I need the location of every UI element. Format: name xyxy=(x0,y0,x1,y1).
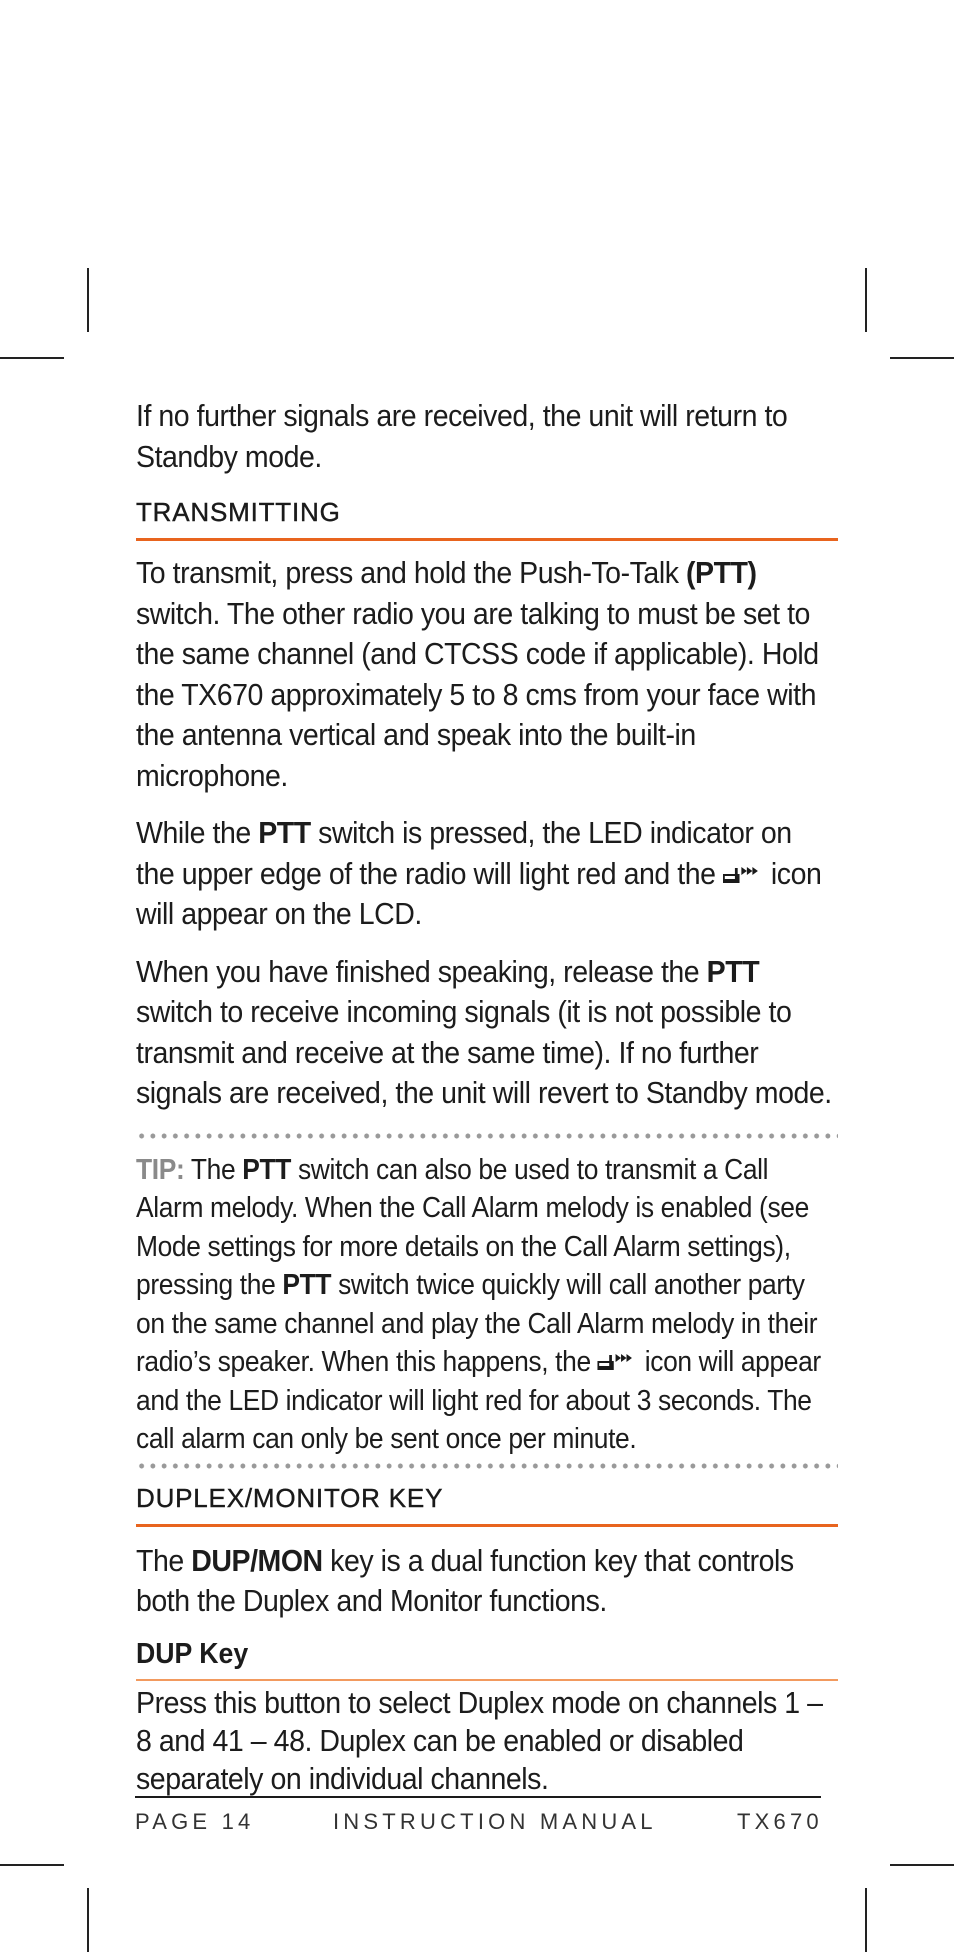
crop-mark xyxy=(87,268,89,332)
intro-paragraph: If no further signals are received, the unit will return to Standby mode. xyxy=(136,398,788,474)
page-footer xyxy=(135,1796,821,1838)
crop-mark xyxy=(890,1864,954,1866)
ptt-label: (PTT) xyxy=(685,555,757,590)
tip-box: TIP: The PTT switch can also be used to transmit a Call Alarm melody. When the Call Alarm melody is enabled (see Mode settings for more details on the Call Alarm settings), pressing the PTT switch twice quickly will call another party on the same channel and play the Call Alarm melody in their radio’s speaker. When this happens, the icon will appear and the LED indicator will light red for about 3 seconds. The call alarm can only be sent once per minute. xyxy=(136,1153,821,1455)
transmit-icon xyxy=(723,864,763,886)
crop-mark xyxy=(0,357,64,359)
footer-model: TX670 xyxy=(737,1809,823,1834)
duplex-heading: DUPLEX/MONITOR KEY xyxy=(136,1482,444,1513)
tip-label: TIP: xyxy=(136,1153,185,1186)
crop-mark xyxy=(890,357,954,359)
dup-mon-label: DUP/MON xyxy=(191,1542,323,1578)
release-paragraph: When you have finished speaking, release the PTT switch to receive incoming signals (it is not possible to transmit and receive at the same time). If no further signals are received, the unit will revert to Standby mode. xyxy=(136,953,832,1110)
transmit-icon xyxy=(598,1351,638,1373)
transmitting-heading: TRANSMITTING xyxy=(136,497,341,527)
footer-manual-title: INSTRUCTION MANUAL xyxy=(333,1809,657,1834)
crop-mark xyxy=(865,268,867,332)
dup-key-paragraph: Press this button to select Duplex mode on channels 1 – 8 and 41 – 48. Duplex can be enabled or disabled separately on individual channels. xyxy=(136,1684,823,1796)
dup-mon-paragraph: The DUP/MON key is a dual function key that controls both the Duplex and Monitor functions. xyxy=(136,1542,794,1618)
page-content xyxy=(136,396,838,1798)
dup-key-heading: DUP Key xyxy=(136,1637,249,1670)
crop-mark xyxy=(0,1864,64,1866)
crop-mark xyxy=(87,1888,89,1952)
footer-page-number: PAGE 14 xyxy=(135,1809,255,1834)
ptt-pressed-paragraph: While the PTT switch is pressed, the LED indicator on the upper edge of the radio will light red and the icon will appear on the LCD. xyxy=(136,815,822,931)
crop-mark xyxy=(865,1888,867,1952)
transmit-paragraph: To transmit, press and hold the Push-To-Talk (PTT) switch. The other radio you are talking to must be set to the same channel (and CTCSS code if applicable). Hold the TX670 approximately 5 to 8 cms from your face with the antenna vertical and speak into the built-in microphone. xyxy=(136,555,819,793)
